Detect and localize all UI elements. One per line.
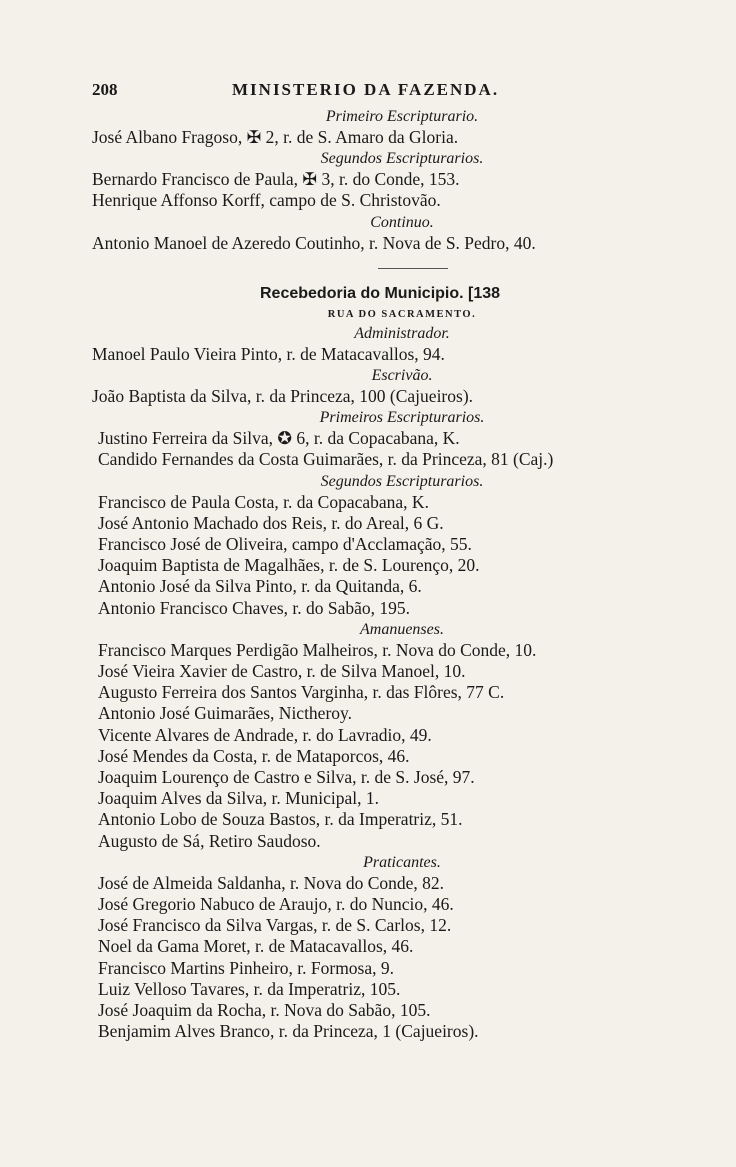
role-title: Segundos Escripturarios. — [320, 472, 484, 490]
entry-line: Noel da Gama Moret, r. de Matacavallos, 46. — [98, 936, 414, 957]
entry-line: Bernardo Francisco de Paula, ✠ 3, r. do Conde, 153. — [92, 169, 460, 190]
role-title: Continuo. — [370, 213, 434, 231]
section-divider — [378, 268, 448, 269]
entry-line: Joaquim Lourenço de Castro e Silva, r. de S. José, 97. — [98, 767, 475, 788]
entry-line: Augusto de Sá, Retiro Saudoso. — [98, 830, 321, 851]
role-title: Escrivão. — [371, 367, 433, 385]
entry-line: Francisco Marques Perdigão Malheiros, r. Nova do Conde, 10. — [98, 639, 537, 660]
page-number: 208 — [92, 80, 118, 99]
role-title: Praticantes. — [363, 853, 441, 871]
entry-line: Francisco José de Oliveira, campo d'Acclamação, 55. — [98, 534, 472, 555]
entry-line: José Vieira Xavier de Castro, r. de Silva Manoel, 10. — [98, 661, 466, 682]
role-title: Primeiro Escripturario. — [325, 108, 479, 125]
entry-line: João Baptista da Silva, r. da Princeza, 100 (Cajueiros). — [92, 386, 474, 407]
role-title: Primeiros Escripturarios. — [319, 409, 485, 427]
entry-line: José Joaquim da Rocha, r. Nova do Sabão, 105. — [98, 1000, 431, 1021]
entry-line: Francisco de Paula Costa, r. da Copacabana, K. — [98, 491, 429, 512]
entry-line: José Mendes da Costa, r. de Mataporcos, 46. — [98, 745, 410, 766]
entry-line: Antonio José da Silva Pinto, r. da Quitanda, 6. — [98, 576, 422, 597]
role-title: Administrador. — [354, 324, 450, 342]
entry-line: Justino Ferreira da Silva, ✪ 6, r. da Copacabana, K. — [98, 428, 460, 449]
entry-line: Antonio Francisco Chaves, r. do Sabão, 195. — [98, 597, 411, 618]
entry-line: Manoel Paulo Vieira Pinto, r. de Matacavallos, 94. — [92, 343, 445, 364]
entry-line: Joaquim Alves da Silva, r. Municipal, 1. — [98, 788, 379, 809]
entry-line: Augusto Ferreira dos Santos Varginha, r. das Flôres, 77 C. — [98, 682, 505, 703]
entry-line: Candido Fernandes da Costa Guimarães, r. da Princeza, 81 (Caj.) — [98, 449, 554, 470]
entry-line: Francisco Martins Pinheiro, r. Formosa, 9. — [98, 957, 395, 978]
entry-line: Joaquim Baptista de Magalhães, r. de S. Lourenço, 20. — [98, 555, 480, 576]
entry-line: Benjamim Alves Branco, r. da Princeza, 1 (Cajueiros). — [98, 1021, 479, 1042]
entry-line: Antonio José Guimarães, Nictheroy. — [98, 703, 353, 724]
page-body — [92, 106, 672, 1043]
entry-line: José de Almeida Saldanha, r. Nova do Conde, 82. — [98, 872, 445, 893]
page-header — [92, 80, 652, 104]
running-title: MINISTERIO DA FAZENDA. — [232, 80, 500, 99]
section-heading: Recebedoria do Municipio. [138 — [260, 284, 501, 302]
entry-line: Antonio Manoel de Azeredo Coutinho, r. Nova de S. Pedro, 40. — [92, 232, 536, 253]
section-address: RUA DO SACRAMENTO. — [327, 308, 477, 320]
entry-line: José Albano Fragoso, ✠ 2, r. de S. Amaro da Gloria. — [92, 127, 459, 147]
entry-line: José Gregorio Nabuco de Araujo, r. do Nuncio, 46. — [98, 894, 454, 915]
entry-line: Luiz Velloso Tavares, r. da Imperatriz, 105. — [98, 978, 401, 999]
entry-line: Antonio Lobo de Souza Bastos, r. da Imperatriz, 51. — [98, 809, 463, 830]
role-title: Segundos Escripturarios. — [320, 150, 484, 168]
role-title: Amanuenses. — [360, 620, 444, 638]
entry-line: José Francisco da Silva Vargas, r. de S. Carlos, 12. — [98, 915, 452, 936]
entry-line: José Antonio Machado dos Reis, r. do Areal, 6 G. — [98, 512, 444, 533]
entry-line: Vicente Alvares de Andrade, r. do Lavradio, 49. — [98, 724, 432, 745]
entry-line: Henrique Affonso Korff, campo de S. Christovão. — [92, 190, 441, 211]
